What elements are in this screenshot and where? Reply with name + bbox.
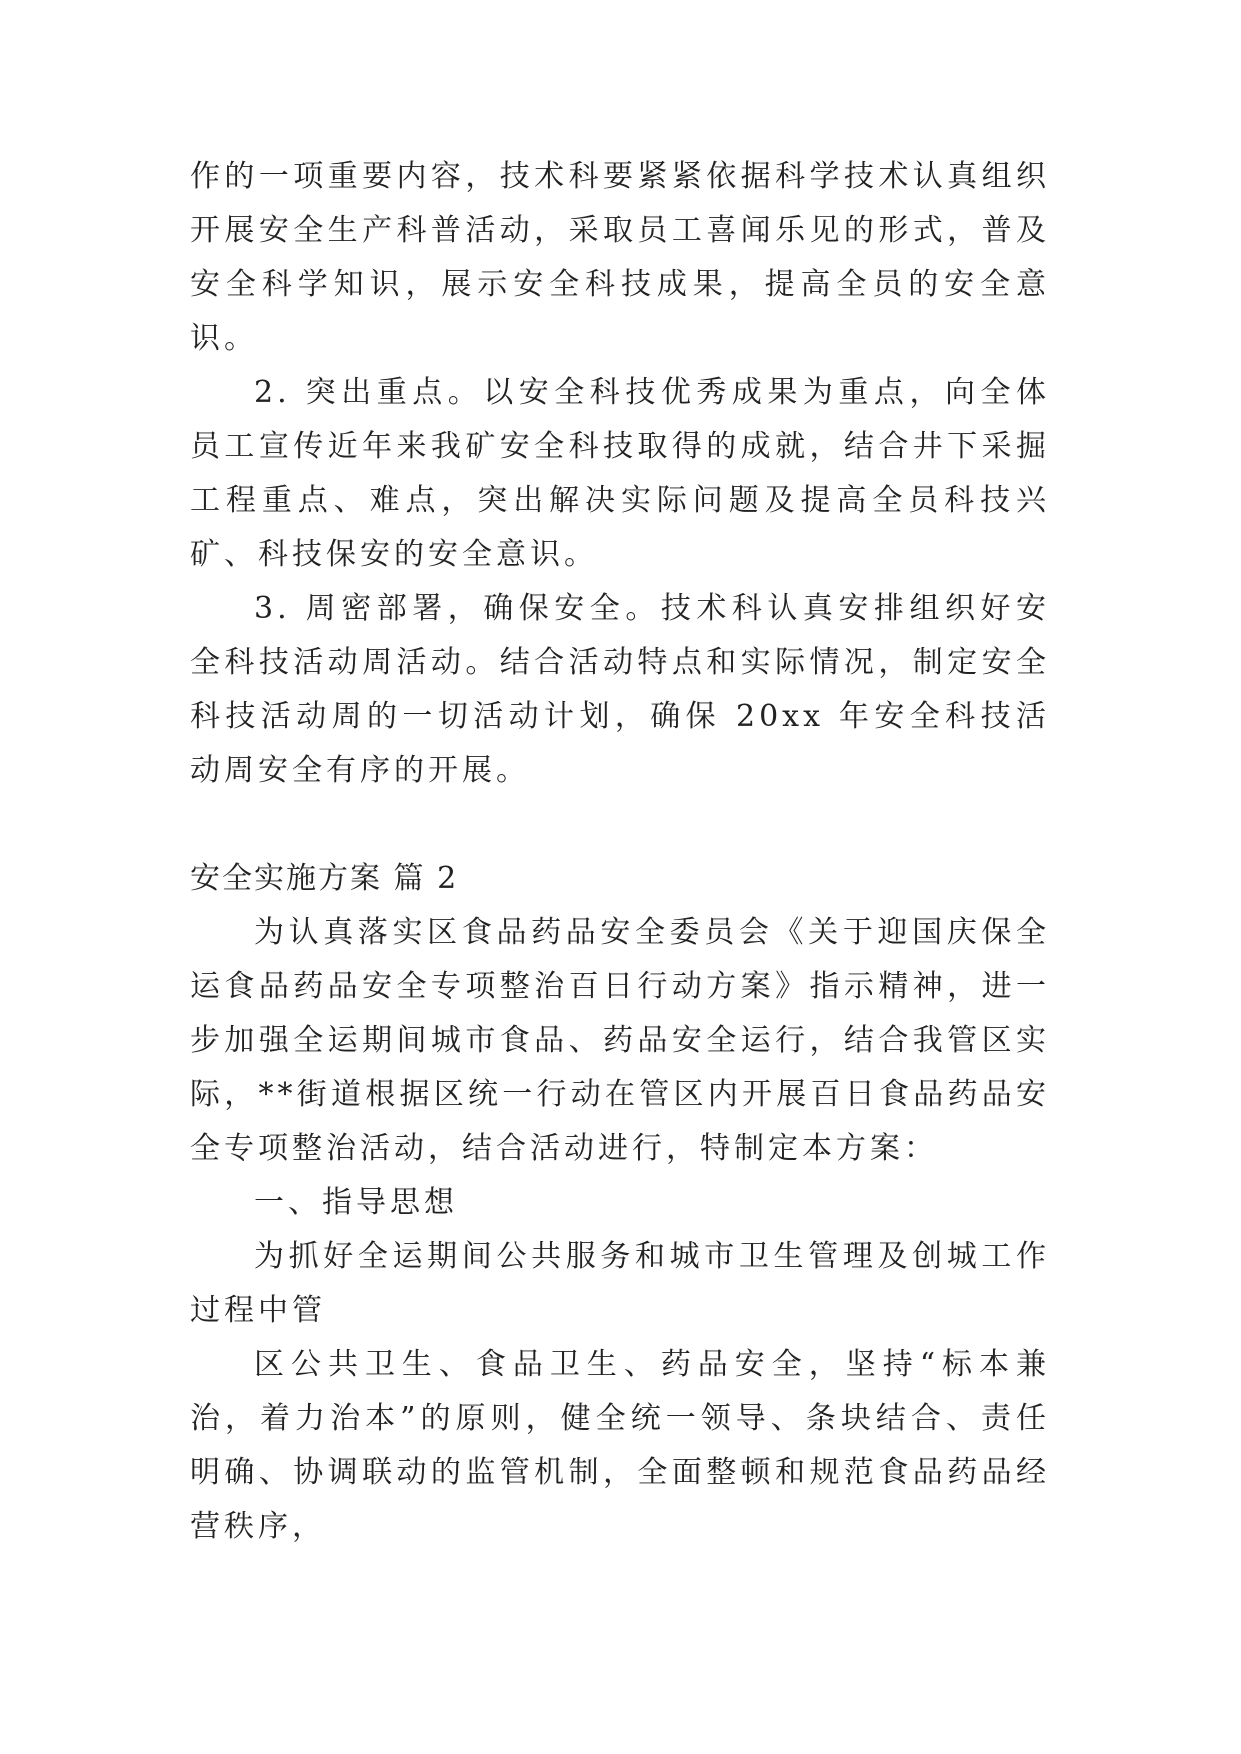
heading-guiding-ideology: 一、指导思想 (254, 1185, 458, 1220)
document-body (190, 150, 1050, 1554)
continued-paragraph: 区公共卫生、食品卫生、药品安全，坚持“标本兼治，着力治本”的原则，健全统一领导、条块结合、责任明确、协调联动的监管机制，全面整顿和规范食品药品经营秩序， (190, 1347, 1050, 1544)
paragraph-continuation: 作的一项重要内容，技术科要紧紧依据科学技术认真组织开展安全生产科普活动，采取员工喜闻乐见的形式，普及安全科学知识，展示安全科技成果，提高全员的安全意识。 (190, 159, 1050, 356)
section-title: 安全实施方案 篇 2 (190, 861, 459, 896)
intro-paragraph: 为认真落实区食品药品安全委员会《关于迎国庆保全运食品药品安全专项整治百日行动方案》指示精神，进一步加强全运期间城市食品、药品安全运行，结合我管区实际，**街道根据区统一行动在管区内开展百日食品药品安全专项整治活动，结合活动进行，特制定本方案： (190, 915, 1050, 1166)
paragraph-item-2: 2. 突出重点。以安全科技优秀成果为重点，向全体员工宣传近年来我矿安全科技取得的成就，结合井下采掘工程重点、难点，突出解决实际问题及提高全员科技兴矿、科技保安的安全意识。 (190, 375, 1050, 572)
guiding-paragraph: 为抓好全运期间公共服务和城市卫生管理及创城工作过程中管 (190, 1239, 1050, 1328)
paragraph-item-3: 3. 周密部署，确保安全。技术科认真安排组织好安全科技活动周活动。结合活动特点和实际情况，制定安全科技活动周的一切活动计划，确保 20xx 年安全科技活动周安全有序的开展。 (190, 591, 1050, 788)
